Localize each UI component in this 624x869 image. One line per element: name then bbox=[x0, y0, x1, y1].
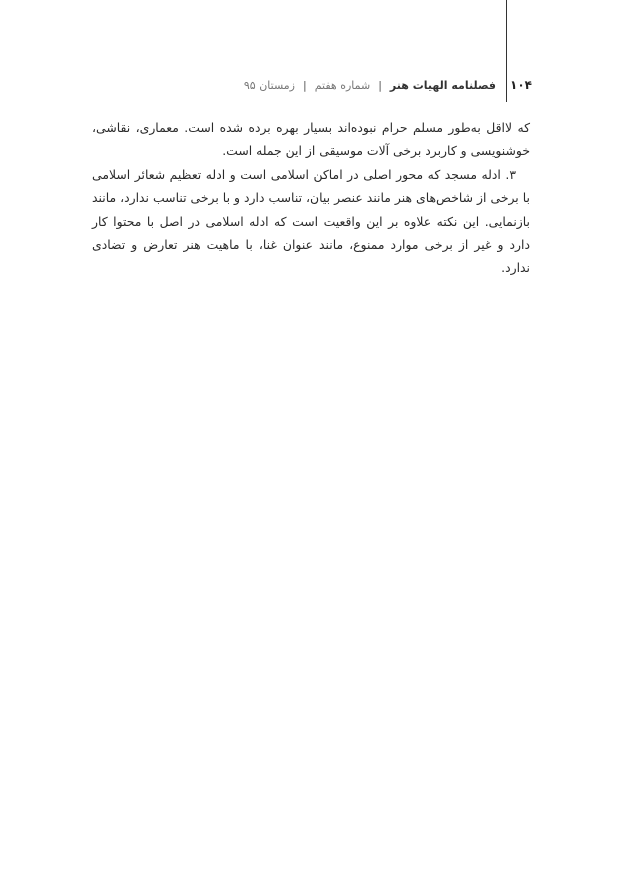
journal-title: فصلنامه الهیات هنر bbox=[389, 78, 497, 92]
page-number: ۱۰۴ bbox=[510, 78, 532, 92]
running-header bbox=[244, 78, 532, 92]
issue-label: شماره هفتم bbox=[314, 78, 371, 92]
header-separator: | bbox=[378, 78, 382, 92]
header-separator: | bbox=[302, 78, 307, 92]
paragraph: ۳. ادله مسجد که محور اصلی در اماکن اسلامی است و ادله تعظیم شعائر اسلامی با برخی از شاخص‌های هنر مانند عنصر بیان، تناسب دارد و با برخی تناسب ندارد، مانند بازنمایی. این نکته علاوه بر این واقعیت است که ادله اسلامی در اصل با محتوا کار دارد و غیر از برخی موارد ممنوع، مانند عنوان غنا، با ماهیت هنر تعارض و تضادی ندارد. bbox=[92, 166, 530, 276]
season-label: زمستان ۹۵ bbox=[243, 78, 295, 92]
paragraph: که لااقل به‌طور مسلم حرام نبوده‌اند بسیار بهره برده شده است. معماری، نقاشی، خوشنویسی و کاربرد برخی آلات موسیقی از این جمله است. bbox=[92, 120, 530, 159]
body-text bbox=[92, 116, 530, 280]
